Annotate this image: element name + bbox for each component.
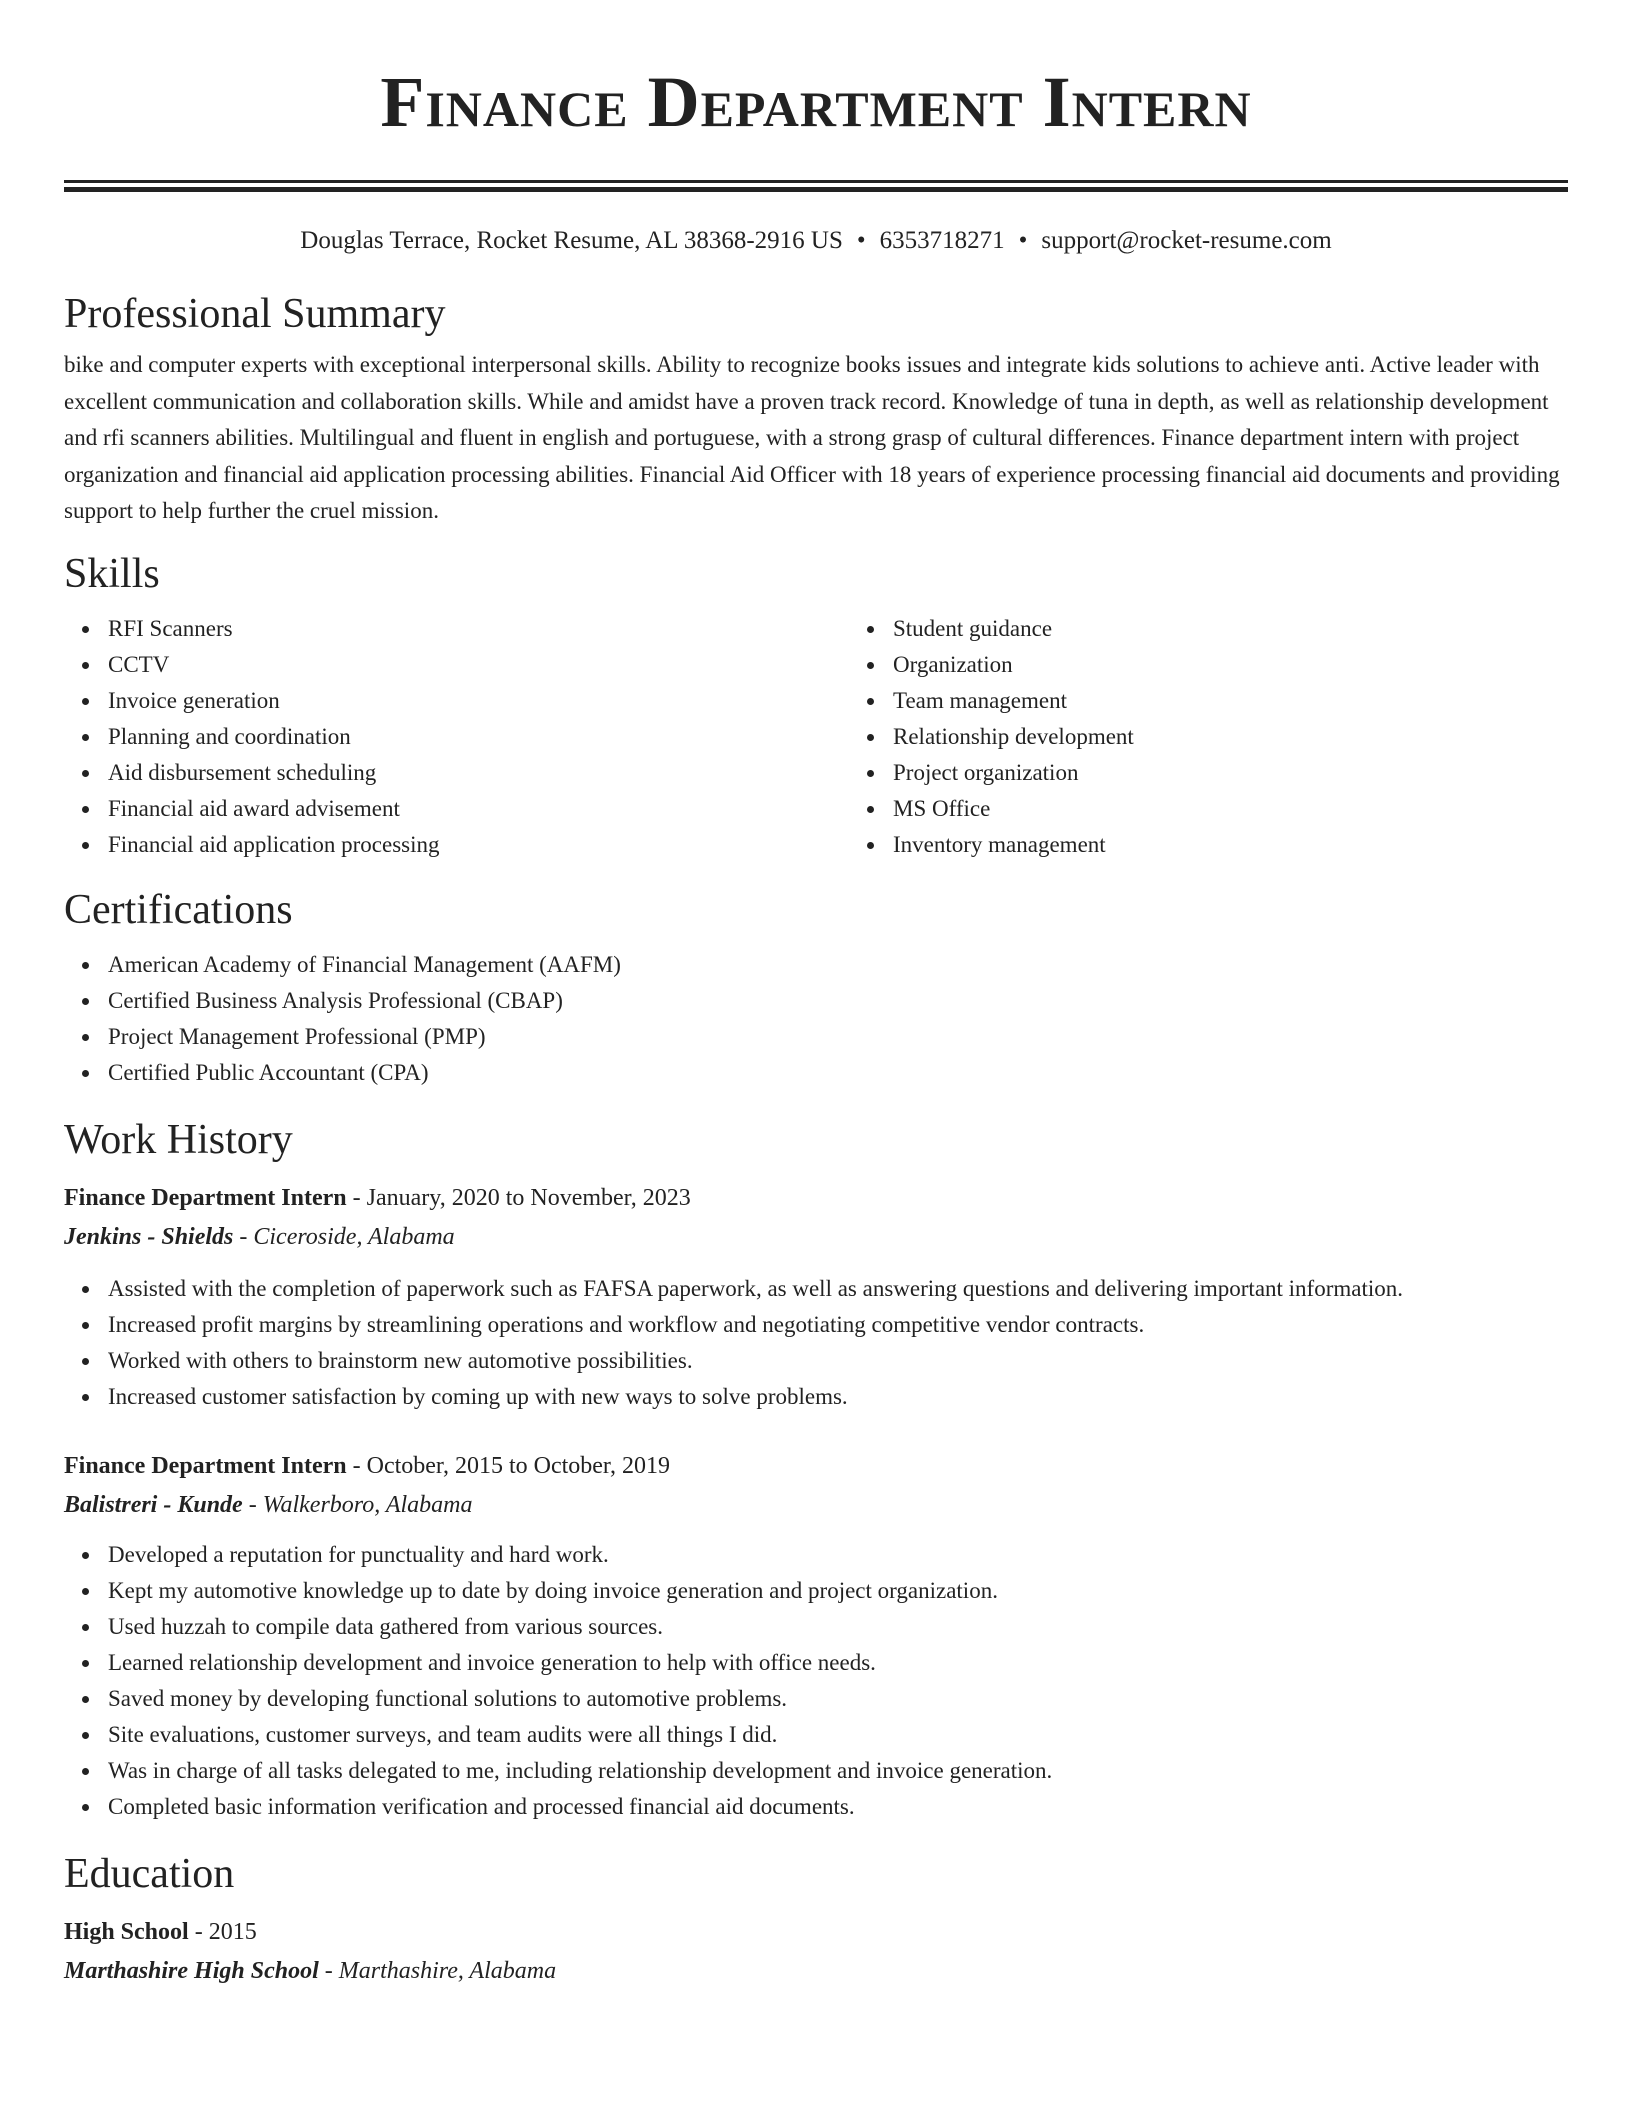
education-school: Marthashire High School [64,1957,319,1984]
job-duty: Learned relationship development and invoice generation to help with office needs. [108,1645,1568,1681]
skill-item: Planning and coordination [108,719,849,755]
skill-item: Organization [893,647,1632,683]
certification-item: Project Management Professional (PMP) [108,1019,1568,1055]
skill-item: Invoice generation [108,683,849,719]
education-degree: High School [64,1918,189,1945]
job-duty: Assisted with the completion of paperwork such as FAFSA paperwork, as well as answering questions and delivering important information. [108,1271,1568,1307]
contact-phone: 6353718271 [879,227,1005,254]
job-company-line [64,1485,1568,1525]
skill-item: Financial aid award advisement [108,791,849,827]
job-duty: Increased customer satisfaction by coming up with new ways to solve problems. [108,1379,1568,1415]
skill-item: Financial aid application processing [108,827,849,863]
contact-separator: • [856,227,866,254]
skills-list [64,611,1568,863]
summary-heading: Professional Summary [64,291,446,337]
skills-heading: Skills [64,550,160,597]
job-entry [64,1447,1568,1825]
job-duties [64,1537,1568,1825]
education-heading: Education [64,1850,235,1897]
job-location: - Ciceroside, Alabama [233,1223,455,1250]
certification-item: Certified Business Analysis Professional (CBAP) [108,983,1568,1019]
skill-item: RFI Scanners [108,611,849,647]
job-duty: Worked with others to brainstorm new automotive possibilities. [108,1343,1568,1379]
skill-item: Aid disbursement scheduling [108,755,849,791]
certification-item: Certified Public Accountant (CPA) [108,1055,1568,1091]
job-duty: Site evaluations, customer surveys, and team audits were all things I did. [108,1717,1568,1753]
education-location: - Marthashire, Alabama [318,1957,557,1984]
skill-item: CCTV [108,647,849,683]
contact-line [64,226,1568,256]
job-title-line [64,1447,1568,1485]
job-duty: Saved money by developing functional solutions to automotive problems. [108,1681,1568,1717]
job-company-line [64,1217,1568,1257]
skill-item: MS Office [893,791,1632,827]
education-entry [64,1913,1568,1991]
skill-item: Student guidance [893,611,1632,647]
job-duty: Used huzzah to compile data gathered from various sources. [108,1609,1568,1645]
skill-item: Project organization [893,755,1632,791]
title-divider [64,180,1568,192]
contact-address: Douglas Terrace, Rocket Resume, AL 38368-2916 US [300,227,843,254]
skills-column-right [849,611,1632,863]
job-duty: Increased profit margins by streamlining operations and workflow and negotiating competitive vendor contracts. [108,1307,1568,1343]
job-company: Jenkins - Shields [64,1223,234,1250]
job-duty: Was in charge of all tasks delegated to me, including relationship development and invoice generation. [108,1753,1568,1789]
job-dates: - January, 2020 to November, 2023 [346,1184,691,1211]
summary-text: bike and computer experts with exceptional interpersonal skills. Ability to recognize books issues and integrate kids solutions to achieve anti. Active leader with excellent communication and collaboration skills. While and amidst have a proven track record. Knowledge of tuna in depth, as well as relationship development and rfi scanners abilities. Multilingual and fluent in english and portuguese, with a strong grasp of cultural differences. Finance department intern with project organization and financial aid application processing abilities. Financial Aid Officer with 18 years of experience processing financial aid documents and providing support to help further the cruel mission. [64,352,1560,523]
job-title: Finance Department Intern [64,1184,347,1211]
education-year: - 2015 [188,1918,257,1945]
skills-column-left [64,611,849,863]
skill-item: Team management [893,683,1632,719]
job-duty: Developed a reputation for punctuality and hard work. [108,1537,1568,1573]
job-company: Balistreri - Kunde [64,1491,243,1518]
job-dates: - October, 2015 to October, 2019 [346,1452,670,1479]
certification-item: American Academy of Financial Management (AAFM) [108,947,1568,983]
job-title-line [64,1179,1568,1217]
job-title: Finance Department Intern [64,1452,347,1479]
resume-title: Finance Department Intern [380,62,1252,142]
job-duty: Completed basic information verification and processed financial aid documents. [108,1789,1568,1825]
certifications-heading: Certifications [64,886,293,933]
contact-email: support@rocket-resume.com [1041,227,1332,254]
job-location: - Walkerboro, Alabama [242,1491,473,1518]
education-degree-line [64,1913,1568,1951]
certifications-list [64,947,1568,1091]
work-history-heading: Work History [64,1116,293,1163]
contact-separator: • [1018,227,1028,254]
skill-item: Relationship development [893,719,1632,755]
job-entry [64,1179,1568,1415]
job-duty: Kept my automotive knowledge up to date by doing invoice generation and project organization. [108,1573,1568,1609]
job-duties [64,1271,1568,1415]
education-school-line [64,1951,1568,1991]
skill-item: Inventory management [893,827,1632,863]
